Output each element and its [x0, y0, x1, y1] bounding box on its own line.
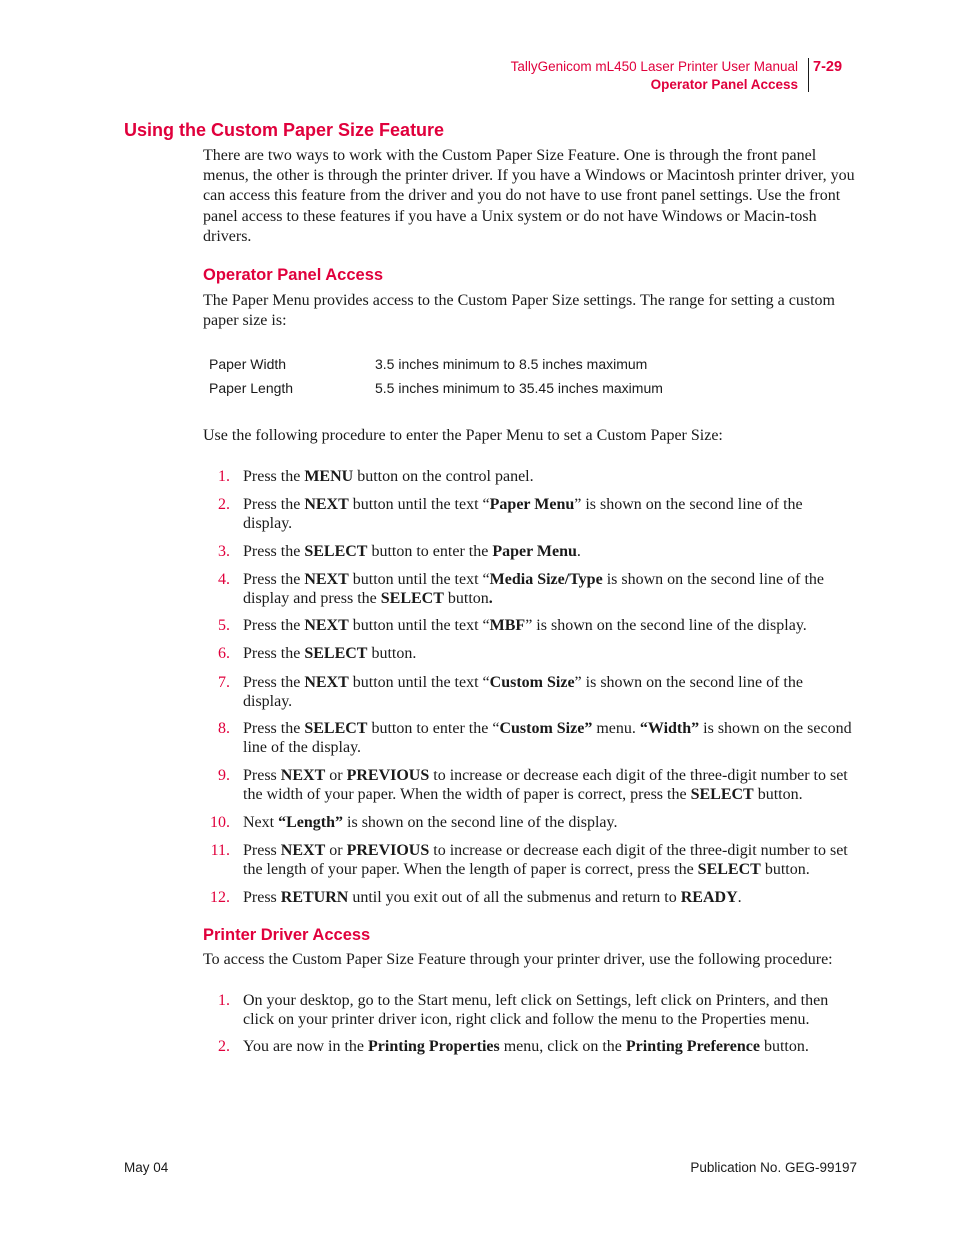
- step-keyword: “Width”: [639, 720, 700, 737]
- step-text: until you exit out of all the submenus and return to: [348, 889, 681, 906]
- step-keyword: Printing Preference: [625, 1038, 760, 1055]
- table-row: [209, 376, 663, 400]
- list-item: [203, 991, 855, 1029]
- step-text: ” is shown on the second line of the display.: [243, 496, 803, 532]
- step-text: button to enter the “: [367, 720, 500, 737]
- step-text: Press the: [243, 674, 305, 691]
- step-text: On your desktop, go to the Start menu, left click on Settings, left click on Printers, and then click on your printer driver icon, right click and follow the menu to the Properties menu.: [243, 992, 829, 1028]
- list-item: [203, 766, 855, 804]
- procedure-intro: Use the following procedure to enter the Paper Menu to set a Custom Paper Size:: [203, 427, 723, 444]
- step-number: 8.: [218, 720, 230, 737]
- range-label: Paper Length: [209, 380, 294, 396]
- step-keyword: SELECT: [304, 645, 368, 662]
- range-value: 5.5 inches minimum to 35.45 inches maximum: [375, 380, 663, 396]
- driver-access-heading: Printer Driver Access: [203, 926, 371, 944]
- step-text: Press the: [243, 571, 305, 588]
- step-text: button until the text “: [348, 617, 490, 634]
- footer-date: May 04: [124, 1160, 169, 1175]
- step-text: button.: [760, 861, 810, 878]
- step-keyword: PREVIOUS: [346, 767, 430, 784]
- step-text: ” is shown on the second line of the display.: [525, 617, 807, 634]
- step-keyword: SELECT: [380, 590, 444, 607]
- page-number: 7-29: [813, 59, 843, 75]
- step-text: is shown on the second line of the display.: [343, 814, 618, 831]
- step-text: You are now in the: [243, 1038, 369, 1055]
- step-text: is shown on the second line of the display.: [243, 720, 852, 756]
- step-keyword: MENU: [304, 468, 354, 485]
- step-text: Press the: [243, 645, 305, 662]
- list-item: [203, 719, 855, 757]
- step-keyword: READY: [680, 889, 738, 906]
- step-number: 4.: [218, 571, 230, 588]
- step-text: Press the: [243, 720, 305, 737]
- step-text: Press the: [243, 617, 305, 634]
- step-text: button until the text “: [348, 496, 490, 513]
- step-number: 6.: [218, 645, 230, 662]
- step-keyword: SELECT: [690, 786, 754, 803]
- step-text: Press: [243, 889, 281, 906]
- step-keyword: RETURN: [280, 889, 349, 906]
- step-text: button to enter the: [367, 543, 493, 560]
- step-keyword: Paper Menu: [492, 543, 577, 560]
- step-text: button until the text “: [348, 674, 490, 691]
- step-keyword: NEXT: [280, 842, 326, 859]
- step-keyword: Paper Menu: [489, 496, 575, 513]
- step-keyword: PREVIOUS: [346, 842, 430, 859]
- range-label: Paper Width: [209, 356, 287, 372]
- step-number: 2.: [218, 1038, 230, 1055]
- step-text: .: [576, 543, 581, 560]
- list-item: [203, 616, 855, 635]
- step-number: 12.: [210, 889, 230, 906]
- step-text: button: [443, 590, 489, 607]
- step-number: 5.: [218, 617, 230, 634]
- step-keyword: NEXT: [304, 496, 349, 513]
- step-text: menu.: [592, 720, 640, 737]
- footer-publication: Publication No. GEG-99197: [690, 1160, 857, 1175]
- header-section-title: Operator Panel Access: [650, 77, 798, 92]
- list-item: [203, 495, 855, 533]
- step-number: 3.: [218, 543, 230, 560]
- step-keyword: “Length”: [278, 814, 344, 831]
- table-row: [209, 352, 663, 376]
- step-text: button.: [759, 1038, 809, 1055]
- step-keyword: NEXT: [280, 767, 326, 784]
- step-keyword: Printing Properties: [368, 1038, 500, 1055]
- step-number: 11.: [210, 842, 230, 859]
- step-keyword: NEXT: [304, 674, 349, 691]
- step-text: menu, click on the: [499, 1038, 626, 1055]
- paper-range-table: [209, 352, 663, 400]
- running-header: [511, 58, 798, 94]
- list-item: [203, 813, 855, 832]
- step-keyword: .: [488, 590, 493, 607]
- step-keyword: NEXT: [304, 571, 349, 588]
- operator-panel-heading: Operator Panel Access: [203, 266, 384, 284]
- list-item: [203, 673, 855, 711]
- list-item: [203, 1037, 855, 1056]
- section-heading: Using the Custom Paper Size Feature: [124, 120, 445, 140]
- step-text: .: [737, 889, 742, 906]
- step-text: ” is shown on the second line of the display.: [243, 674, 803, 710]
- operator-panel-intro: The Paper Menu provides access to the Custom Paper Size settings. The range for setting a custom paper size is:: [203, 292, 835, 330]
- step-text: Press the: [243, 543, 305, 560]
- step-keyword: SELECT: [304, 720, 368, 737]
- list-item: [203, 570, 855, 608]
- driver-access-intro: To access the Custom Paper Size Feature through your printer driver, use the following procedure:: [203, 951, 833, 968]
- list-item: [203, 542, 855, 561]
- step-text: to increase or decrease each digit of the three-digit number to set the length of your paper. When the length of paper is correct, press the: [243, 842, 848, 878]
- step-keyword: SELECT: [697, 861, 761, 878]
- header-divider: [808, 58, 809, 92]
- step-keyword: SELECT: [304, 543, 368, 560]
- step-keyword: Custom Size: [489, 674, 575, 691]
- step-text: Press: [243, 767, 281, 784]
- step-text: button until the text “: [348, 571, 490, 588]
- step-number: 10.: [210, 814, 230, 831]
- range-value: 3.5 inches minimum to 8.5 inches maximum: [375, 356, 648, 372]
- step-number: 1.: [218, 468, 230, 485]
- step-keyword: Media Size/Type: [489, 571, 603, 588]
- step-text: button.: [367, 645, 417, 662]
- step-keyword: MBF: [489, 617, 526, 634]
- section-intro: There are two ways to work with the Custom Paper Size Feature. One is through the front panel menus, the other is through the printer driver. If you have a Windows or Macintosh printer driver, you can access this feature from the driver and you do not have to use front panel settings. Use the front panel access to these features if you have a Unix system or do not have Windows or Macin-tosh drivers.: [203, 147, 855, 245]
- step-text: or: [325, 842, 347, 859]
- step-text: Press the: [243, 496, 305, 513]
- list-item: [203, 841, 855, 879]
- step-number: 2.: [218, 496, 230, 513]
- step-keyword: NEXT: [304, 617, 349, 634]
- step-text: or: [325, 767, 347, 784]
- step-keyword: Custom Size”: [499, 720, 593, 737]
- list-item: [203, 644, 855, 663]
- list-item: [203, 467, 855, 486]
- step-text: button.: [753, 786, 803, 803]
- step-text: Press the: [243, 468, 305, 485]
- step-text: button on the control panel.: [353, 468, 534, 485]
- step-number: 7.: [218, 674, 230, 691]
- list-item: [203, 888, 855, 907]
- step-number: 1.: [218, 992, 230, 1009]
- step-text: Press: [243, 842, 281, 859]
- step-text: is shown on the second line of the display and press the: [243, 571, 824, 607]
- step-text: to increase or decrease each digit of the three-digit number to set the width of your paper. When the width of paper is correct, press the: [243, 767, 848, 803]
- step-text: Next: [243, 814, 279, 831]
- manual-title: TallyGenicom mL450 Laser Printer User Manual: [510, 59, 798, 74]
- step-number: 9.: [218, 767, 230, 784]
